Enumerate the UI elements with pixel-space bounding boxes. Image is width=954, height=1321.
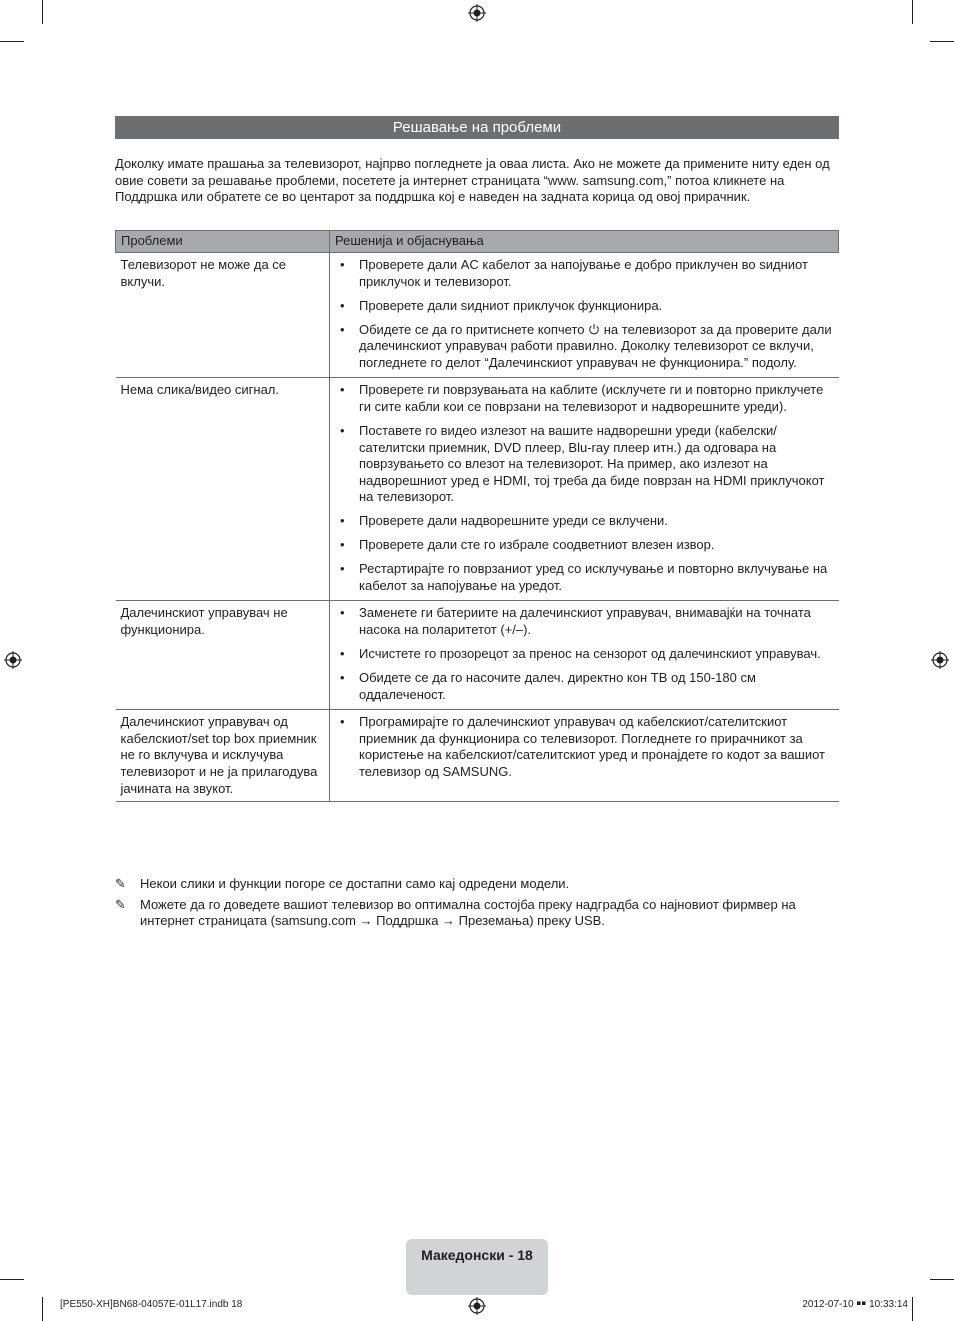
- solution-text: Исчистете го прозорецот за пренос на сензорот од далечинскиот управувач.: [359, 646, 821, 662]
- solution-item: [340, 537, 835, 554]
- intro-paragraph: Доколку имате прашања за телевизорот, најпрво погледнете ја оваа листа. Ако не можете да примените ниту еден од овие совети за решавање проблеми, посетете ја интернет страницата “www. samsung.com,” потоа кликнете на Поддршка или обратете се во центарот за поддршка кој е наведен на задната корица од овој прирачник.: [115, 156, 830, 205]
- footer-datetime: 2012-07-10 ￭￭ 10:33:14: [802, 1299, 908, 1310]
- solution-item: [340, 513, 835, 530]
- solution-item: [340, 382, 835, 415]
- solution-text: Проверете дали AC кабелот за напојување е добро приклучен во ѕидниот приклучок и телевизорот.: [359, 257, 808, 289]
- crop-mark-tl-v: [42, 0, 43, 24]
- note: [115, 876, 839, 893]
- crop-mark-tr-h: [930, 41, 954, 42]
- solution-item: [340, 322, 835, 372]
- solution-item: [340, 605, 835, 638]
- crop-mark-bl-h: [0, 1279, 24, 1280]
- registration-mark-left-icon: [4, 651, 22, 669]
- note-text: Можете да го доведете вашиот телевизор во оптимална состојба преку надградба со најновиот фирмвер на интернет страницата (samsung.com → Поддршка → Преземања) преку USB.: [140, 896, 796, 929]
- note: [115, 897, 839, 930]
- solution-text-before: Обидете се да го притиснете копчето: [359, 321, 589, 337]
- bullet: •: [340, 561, 345, 577]
- solution-text: Проверете дали надворешните уреди се вклучени.: [359, 513, 668, 529]
- solution-text: Програмирајте го далечинскиот управувач од кабелскиот/сателитскиот приемник да функционира со телевизорот. Погледнете го прирачникот за користење на кабелскиот/сателитскиот уред и пронајдете го кодот за вашиот телевизор од SAMSUNG.: [359, 714, 826, 779]
- problem-cell: Нема слика/видео сигнал.: [116, 378, 330, 601]
- solution-text-after: на телевизорот за да проверите дали далечинскиот управувач работи правилно. Доколку телевизорот се вклучи, погледнете го делот “Далечинскиот управувач не функционира.” подолу.: [359, 321, 832, 370]
- solution-cell: [330, 710, 839, 802]
- crop-mark-bl-v: [42, 1297, 43, 1321]
- footer-file-info: [PE550-XH]BN68-04057E-01L17.indb 18: [60, 1299, 243, 1310]
- bullet: •: [340, 382, 345, 398]
- bullet: •: [340, 605, 345, 621]
- note-pencil-icon: ✎: [115, 876, 126, 891]
- solution-list: [340, 257, 835, 371]
- table-row: [116, 601, 839, 710]
- solution-text: Рестартирајте го поврзаниот уред со исклучување и повторно вклучување на кабелот за напојување на уредот.: [359, 561, 828, 593]
- column-header-problems: Проблеми: [116, 231, 330, 253]
- registration-mark-top-icon: [468, 4, 486, 22]
- bullet: •: [340, 257, 345, 272]
- solution-item: [340, 561, 835, 594]
- column-header-solutions: Решенија и објаснувања: [330, 231, 839, 253]
- bullet: •: [340, 670, 345, 685]
- solution-cell: [330, 253, 839, 378]
- bullet: •: [340, 297, 345, 313]
- registration-mark-bottom-icon: [468, 1297, 486, 1315]
- solution-text: Заменете ги батериите на далечинскиот управувач, внимавајќи на точната насока на поларитетот (+/–).: [359, 605, 811, 638]
- bullet: •: [340, 422, 345, 438]
- solution-text: Проверете ги поврзувањата на каблите (исклучете ги и повторно приклучете ги сите кабли кои се поврзани на телевизорот и надворешните уреди).: [359, 382, 824, 414]
- solution-list: [340, 714, 835, 780]
- problem-cell: Далечинскиот управувач не функционира.: [116, 601, 330, 710]
- bullet: •: [340, 646, 345, 662]
- troubleshooting-table: [115, 230, 839, 802]
- solution-text: Поставете го видео излезот на вашите надворешни уреди (кабелски/сателитски приемник, DVD плеер, Blu-ray плеер итн.) да одговара на поврзувањето со влезот на телевизорот. На пример, ако излезот на надворешниот уред е HDMI, тој треба да биде поврзан на HDMI приклучокот на телевизорот.: [359, 422, 825, 505]
- bullet: •: [340, 537, 345, 553]
- table-row: [116, 378, 839, 601]
- note-text: Некои слики и функции погоре се достапни само кај одредени модели.: [140, 876, 570, 891]
- solution-text: Проверете дали сте го избрале соодветниот влезен извор.: [359, 537, 715, 553]
- problem-cell: Далечинскиот управувач од кабелскиот/set top box приемник не го вклучува и исклучува телевизорот и не ја прилагодува јачината на звукот.: [116, 710, 330, 802]
- power-icon: [588, 323, 600, 335]
- bullet: •: [340, 321, 345, 337]
- table-row: [116, 253, 839, 378]
- registration-mark-right-icon: [931, 651, 949, 669]
- problem-cell: Телевизорот не може да се вклучи.: [116, 253, 330, 378]
- crop-mark-tl-h: [0, 41, 24, 42]
- solution-cell: [330, 601, 839, 710]
- page-number-tab: Македонски - 18: [406, 1239, 548, 1295]
- solution-list: [340, 382, 835, 594]
- table-header-row: [116, 231, 839, 253]
- solution-item: [340, 298, 835, 315]
- crop-mark-br-v: [912, 1297, 913, 1321]
- table-row: [116, 710, 839, 802]
- crop-mark-br-h: [930, 1279, 954, 1280]
- crop-mark-tr-v: [912, 0, 913, 24]
- solution-item: [340, 257, 835, 290]
- solution-item: [340, 670, 835, 703]
- solution-text: Проверете дали ѕидниот приклучок функционира.: [359, 297, 663, 313]
- solution-item: [340, 646, 835, 663]
- solution-item: [340, 423, 835, 506]
- bullet: •: [340, 513, 345, 529]
- solution-cell: [330, 378, 839, 601]
- notes: [115, 876, 839, 934]
- note-pencil-icon: ✎: [115, 896, 126, 912]
- section-title: Решавање на проблеми: [115, 116, 839, 139]
- bullet: •: [340, 714, 345, 730]
- solution-text: Обидете се да го насочите далеч. директно кон ТВ од 150-180 см оддалеченост.: [359, 670, 756, 702]
- solution-item: [340, 714, 835, 780]
- solution-list: [340, 605, 835, 703]
